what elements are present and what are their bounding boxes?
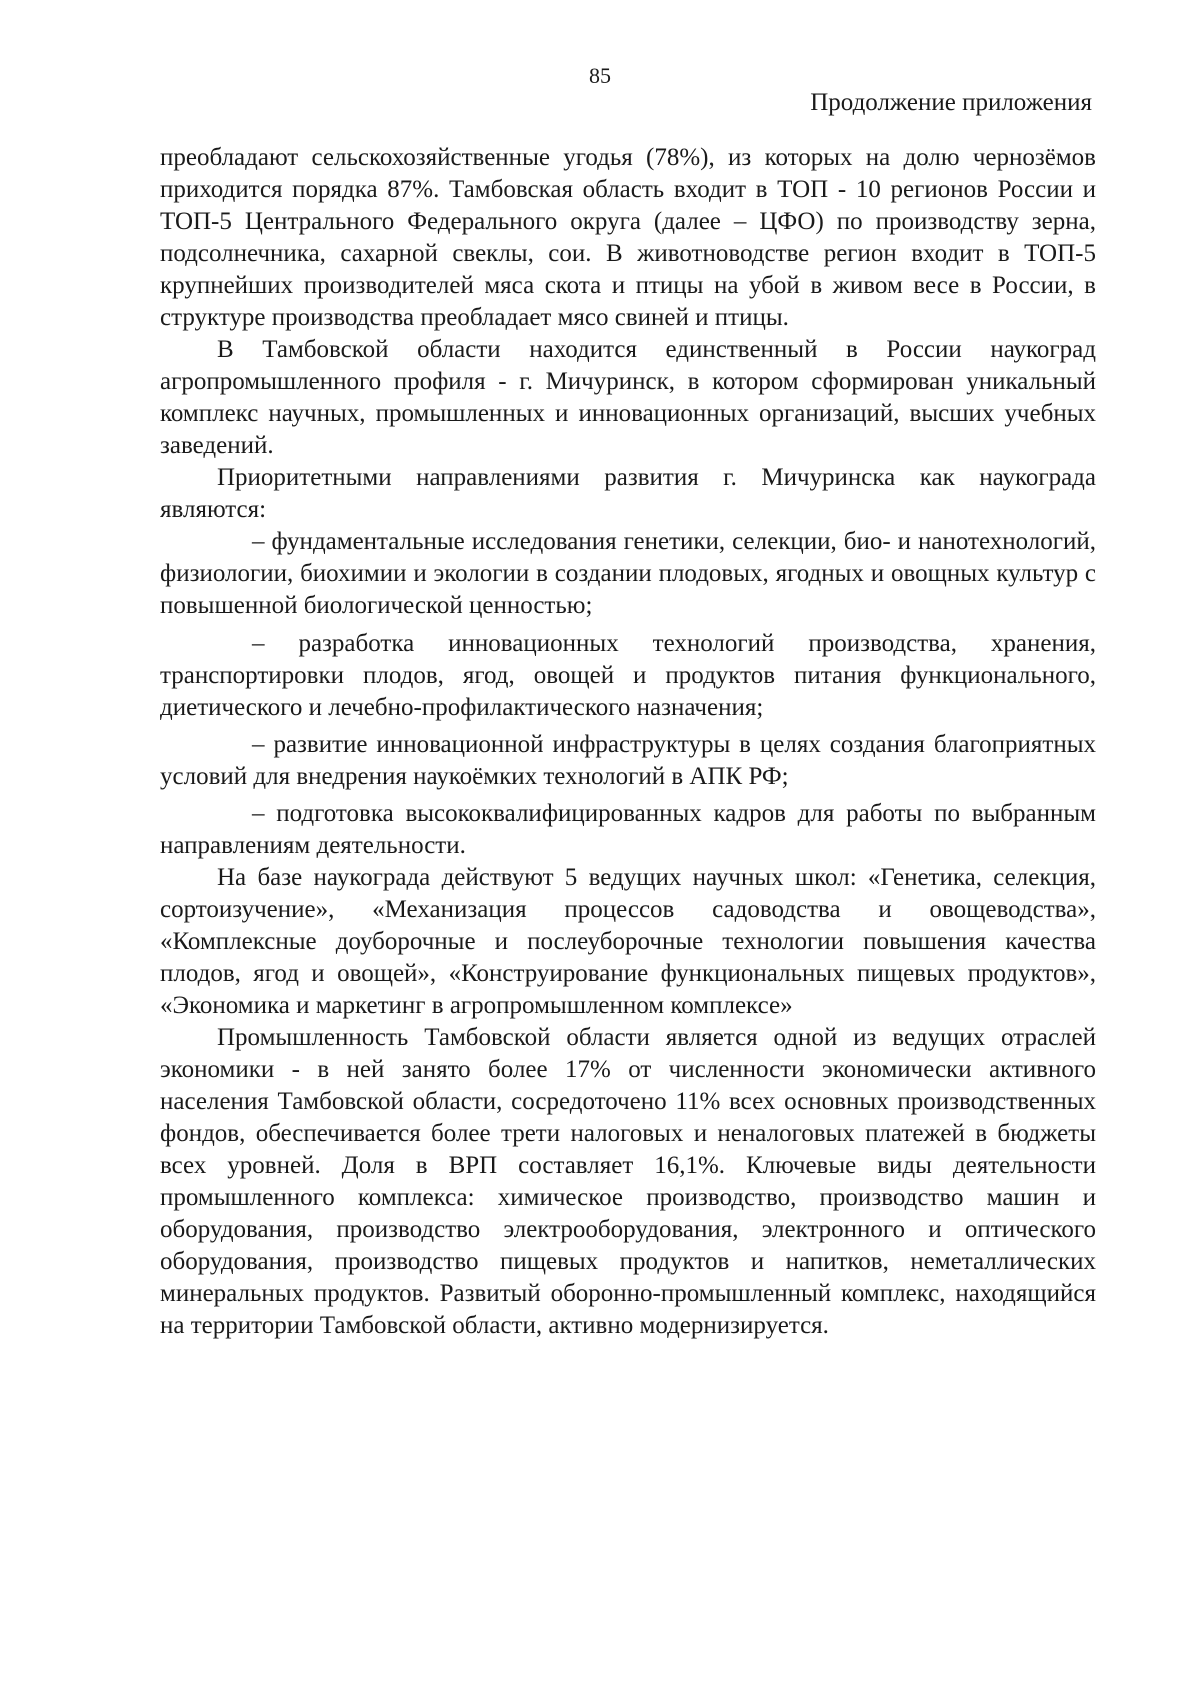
list-item: – фундаментальные исследования генетики, селекции, био- и нанотехнологий, физиологии, биохимии и экологии в создании плодовых, ягодных и овощных культур с повышенной биологической ценностью;: [160, 528, 1096, 619]
list-item: – разработка инновационных технологий производства, хранения, транспортировки плодов, ягод, овощей и продуктов питания функционального, диетического и лечебно-профилактического назначения;: [160, 630, 1096, 721]
list-item: – развитие инновационной инфраструктуры в целях создания благоприятных условий для внедрения наукоёмких технологий в АПК РФ;: [160, 731, 1096, 790]
running-head: Продолжение приложения: [810, 89, 1092, 116]
paragraph-continuation: преобладают сельскохозяйственные угодья (78%), из которых на долю чернозёмов приходится порядка 87%. Тамбовская область входит в ТОП - 10 регионов России и ТОП-5 Центрального Федерального округа (далее – ЦФО) по производству зерна, подсолнечника, сахарной свеклы, сои. В животноводстве регион входит в ТОП-5 крупнейших производителей мяса скота и птицы на убой в живом весе в России, в структуре производства преобладает мясо свиней и птицы.: [160, 144, 1096, 331]
paragraph-industry: Промышленность Тамбовской области является одной из ведущих отраслей экономики - в ней занято более 17% от численности экономически активного населения Тамбовской области, сосредоточено 11% всех основных производственных фондов, обеспечивается более трети налоговых и неналоговых платежей в бюджеты всех уровней. Доля в ВРП составляет 16,1%. Ключевые виды деятельности промышленного комплекса: химическое производство, производство машин и оборудования, производство электрооборудования, электронного и оптического оборудования, производство пищевых продуктов и напитков, неметаллических минеральных продуктов. Развитый оборонно-промышленный комплекс, находящийся на территории Тамбовской области, активно модернизируется.: [160, 1024, 1096, 1339]
list-item: – подготовка высококвалифицированных кадров для работы по выбранным направлениям деятельности.: [160, 800, 1096, 859]
paragraph-naukograd: В Тамбовской области находится единственный в России наукоград агропромышленного профиля - г. Мичуринск, в котором сформирован уникальный комплекс научных, промышленных и инновационных организаций, высших учебных заведений.: [160, 336, 1096, 459]
page-number: 85: [589, 63, 611, 88]
paragraph-scientific-schools: На базе наукограда действуют 5 ведущих научных школ: «Генетика, селекция, сортоизучение», «Механизация процессов садоводства и овощеводства», «Комплексные доуборочные и послеуборочные технологии повышения качества плодов, ягод и овощей», «Конструирование функциональных пищевых продуктов», «Экономика и маркетинг в агропромышленном комплексе»: [160, 864, 1096, 1019]
document-body: [160, 142, 1096, 1342]
paragraph-priorities-intro: Приоритетными направлениями развития г. Мичуринска как наукограда являются:: [160, 464, 1096, 523]
